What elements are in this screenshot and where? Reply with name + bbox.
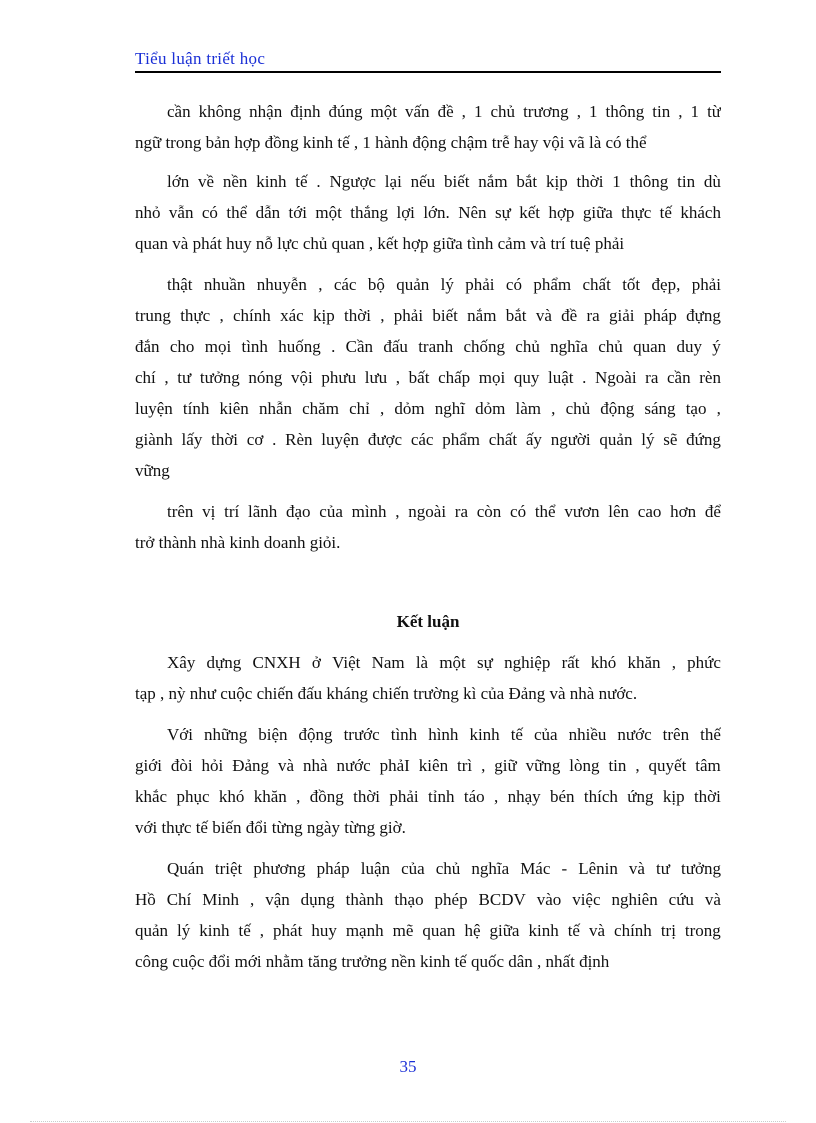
text-line: công cuộc đổi mới nhằm tăng trưởng nền kinh tế quốc dân , nhất định [135, 952, 610, 971]
header-title: Tiểu luận triết học [135, 49, 266, 68]
text-line: tạp , nỳ như cuộc chiến đấu kháng chiến trường kì của Đảng và nhà nước. [135, 684, 638, 703]
paragraph [135, 719, 721, 843]
text-line: giới đòi hỏi Đảng và nhà nước phảI kiên trì , giữ vững lòng tin , quyết tâm [135, 756, 721, 775]
page-header [135, 49, 721, 73]
text-line: trên vị trí lãnh đạo của mình , ngoài ra còn có thể vươn lên cao hơn để [167, 502, 721, 521]
text-line: quan và phát huy nỗ lực chủ quan , kết hợp giữa tình cảm và trí tuệ phải [135, 234, 625, 253]
text-line: trung thực , chính xác kịp thời , phải biết nắm bắt và đề ra giải pháp đựng [135, 306, 721, 325]
text-line: đắn cho mọi tình huống . Cần đấu tranh chống chủ nghĩa chủ quan duy ý [135, 337, 721, 356]
paragraph [135, 496, 721, 558]
text-line: lớn về nền kinh tế . Ngược lại nếu biết nắm bắt kịp thời 1 thông tin dù [167, 172, 721, 191]
text-line: quản lý kinh tế , phát huy mạnh mẽ quan hệ giữa kinh tế và chính trị trong [135, 921, 721, 940]
page-bottom-divider [30, 1121, 786, 1122]
text-line: luyện tính kiên nhẫn chăm chỉ , dỏm nghĩ dỏm làm , chủ động sáng tạo , [135, 399, 721, 418]
section-heading: Kết luận [396, 612, 460, 631]
document-body [135, 96, 721, 977]
text-line: khắc phục khó khăn , đồng thời phải tỉnh táo , nhạy bén thích ứng kịp thời [135, 787, 721, 806]
text-line: vững [135, 461, 170, 480]
text-line: Với những biện động trước tình hình kinh tế của nhiều nước trên thế [167, 725, 721, 744]
text-line: chí , tư tưởng nóng vội phưu lưu , bất chấp mọi quy luật . Ngoài ra cần rèn [135, 368, 721, 387]
paragraph [135, 96, 721, 158]
text-line: ngữ trong bản hợp đồng kinh tế , 1 hành động chậm trễ hay vội vã là có thể [135, 133, 647, 152]
text-line: với thực tế biến đổi từng ngày từng giờ. [135, 818, 406, 837]
paragraph [135, 269, 721, 486]
page-number: 35 [399, 1057, 417, 1076]
text-line: giành lấy thời cơ . Rèn luyện được các phẩm chất ấy người quản lý sẽ đứng [135, 430, 721, 449]
paragraph [135, 166, 721, 259]
text-line: cần không nhận định đúng một vấn đề , 1 chủ trương , 1 thông tin , 1 từ [167, 102, 721, 121]
text-line: Xây dựng CNXH ở Việt Nam là một sự nghiệp rất khó khăn , phức [167, 653, 721, 672]
text-line: Quán triệt phương pháp luận của chủ nghĩa Mác - Lênin và tư tưởng [167, 859, 721, 878]
paragraph [135, 647, 721, 709]
text-line: nhỏ vẫn có thể dẫn tới một thắng lợi lớn. Nên sự kết hợp giữa thực tế khách [135, 203, 721, 222]
text-line: Hồ Chí Minh , vận dụng thành thạo phép BCDV vào việc nghiên cứu và [135, 890, 721, 909]
text-line: trở thành nhà kinh doanh giỏi. [135, 533, 341, 552]
paragraph [135, 853, 721, 977]
text-line: thật nhuần nhuyễn , các bộ quản lý phải có phẩm chất tốt đẹp, phải [167, 275, 721, 294]
